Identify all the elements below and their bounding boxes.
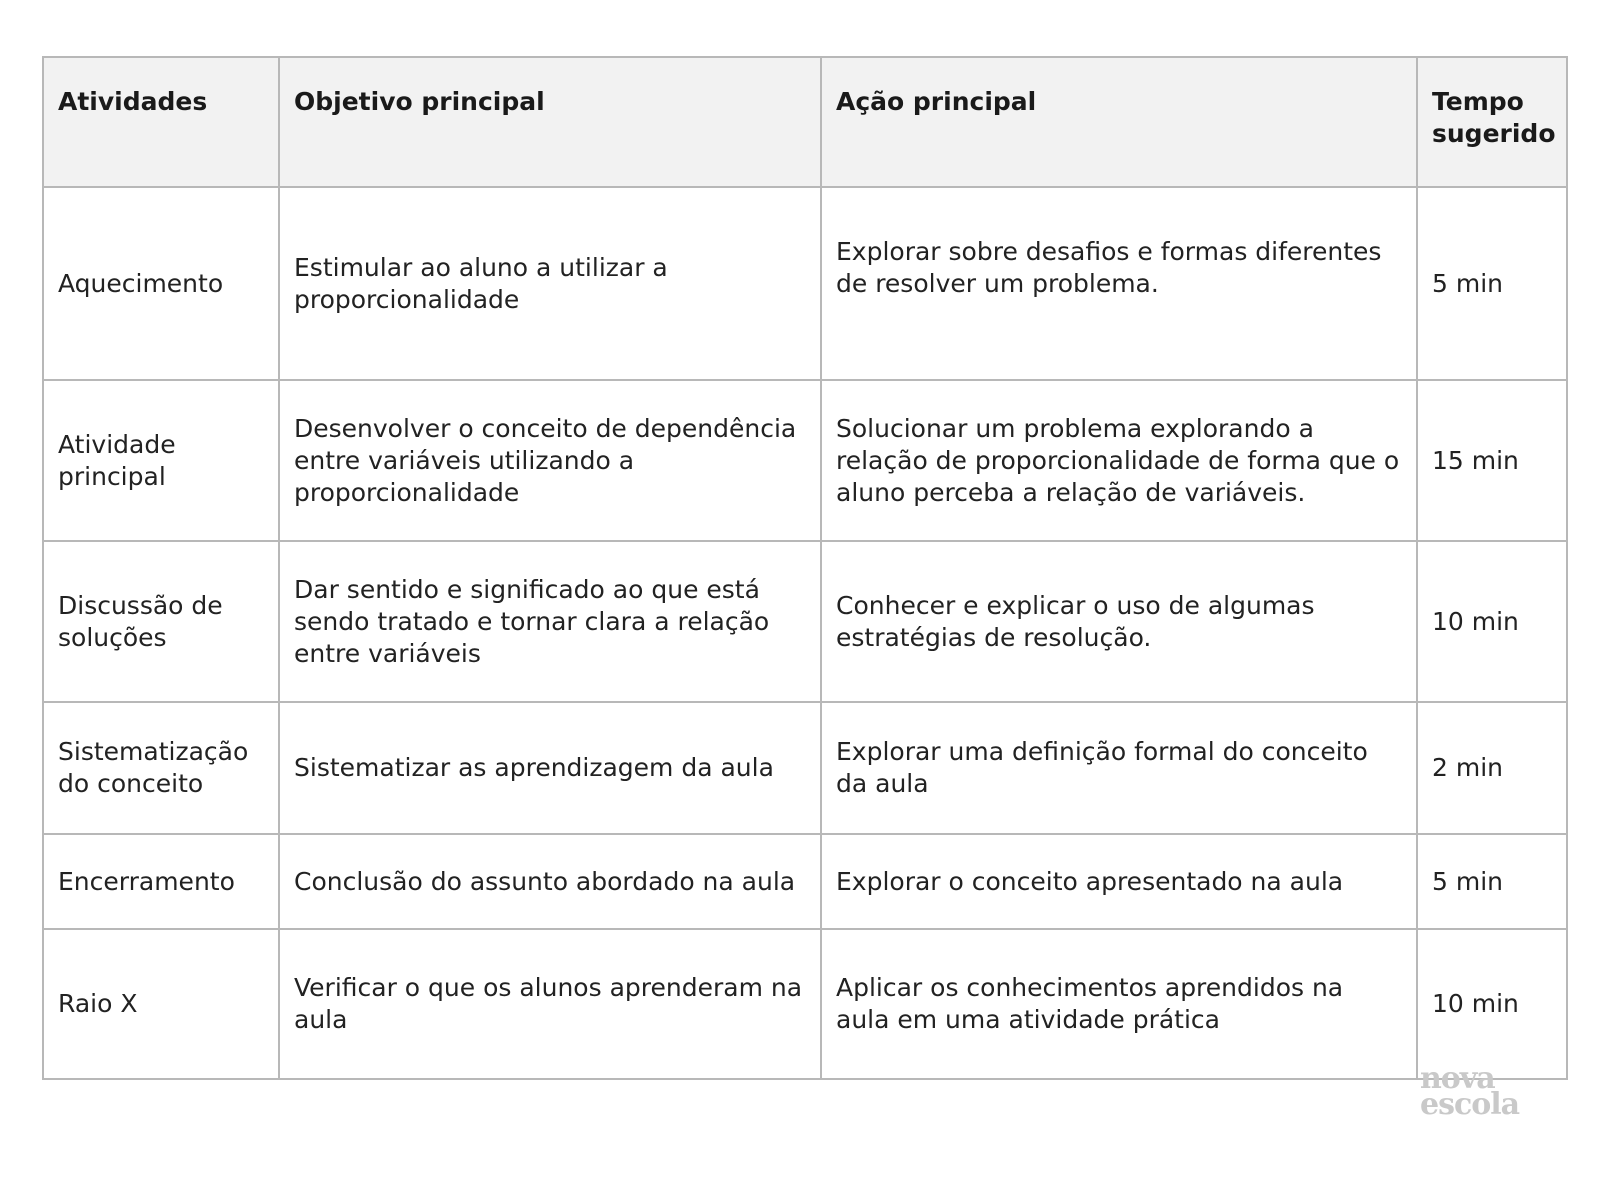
cell-objetivo: Conclusão do assunto abordado na aula [279,834,821,929]
logo-line-nova: nova [1420,1061,1495,1096]
table-body [43,187,1567,1079]
cell-atividade: Discussão de soluções [43,541,279,702]
cell-atividade: Aquecimento [43,187,279,380]
cell-objetivo: Dar sentido e significado ao que está sendo tratado e tornar clara a relação entre variáveis [279,541,821,702]
cell-acao: Conhecer e explicar o uso de algumas estratégias de resolução. [821,541,1417,702]
cell-acao: Solucionar um problema explorando a relação de proporcionalidade de forma que o aluno perceba a relação de variáveis. [821,380,1417,541]
cell-acao: Explorar o conceito apresentado na aula [821,834,1417,929]
cell-objetivo: Verificar o que os alunos aprenderam na aula [279,929,821,1079]
cell-tempo: 15 min [1417,380,1567,541]
table-row [43,541,1567,702]
header-atividades: Atividades [43,57,279,187]
cell-acao: Aplicar os conhecimentos aprendidos na aula em uma atividade prática [821,929,1417,1079]
header-objetivo-principal: Objetivo principal [279,57,821,187]
cell-atividade: Atividade principal [43,380,279,541]
cell-tempo: 2 min [1417,702,1567,834]
table-row [43,834,1567,929]
cell-objetivo: Desenvolver o conceito de dependência entre variáveis utilizando a proporcionalidade [279,380,821,541]
header-acao-principal: Ação principal [821,57,1417,187]
logo-line-escola: escola [1420,1087,1520,1122]
table-header [43,57,1567,187]
cell-atividade: Encerramento [43,834,279,929]
cell-tempo: 10 min [1417,541,1567,702]
table-row [43,702,1567,834]
cell-objetivo: Sistematizar as aprendizagem da aula [279,702,821,834]
table-row [43,187,1567,380]
table-row [43,929,1567,1079]
cell-tempo: 5 min [1417,834,1567,929]
cell-tempo: 5 min [1417,187,1567,380]
lesson-plan-table [42,56,1568,1080]
cell-acao: Explorar uma definição formal do conceito da aula [821,702,1417,834]
table-row [43,380,1567,541]
header-row [43,57,1567,187]
cell-acao: Explorar sobre desafios e formas diferentes de resolver um problema. [821,187,1417,380]
cell-tempo: 10 min [1417,929,1567,1079]
cell-objetivo: Estimular ao aluno a utilizar a proporcionalidade [279,187,821,380]
header-tempo-sugerido: Tempo sugerido [1417,57,1567,187]
nova-escola-logo [1420,1061,1540,1122]
cell-atividade: Raio X [43,929,279,1079]
cell-atividade: Sistematização do conceito [43,702,279,834]
